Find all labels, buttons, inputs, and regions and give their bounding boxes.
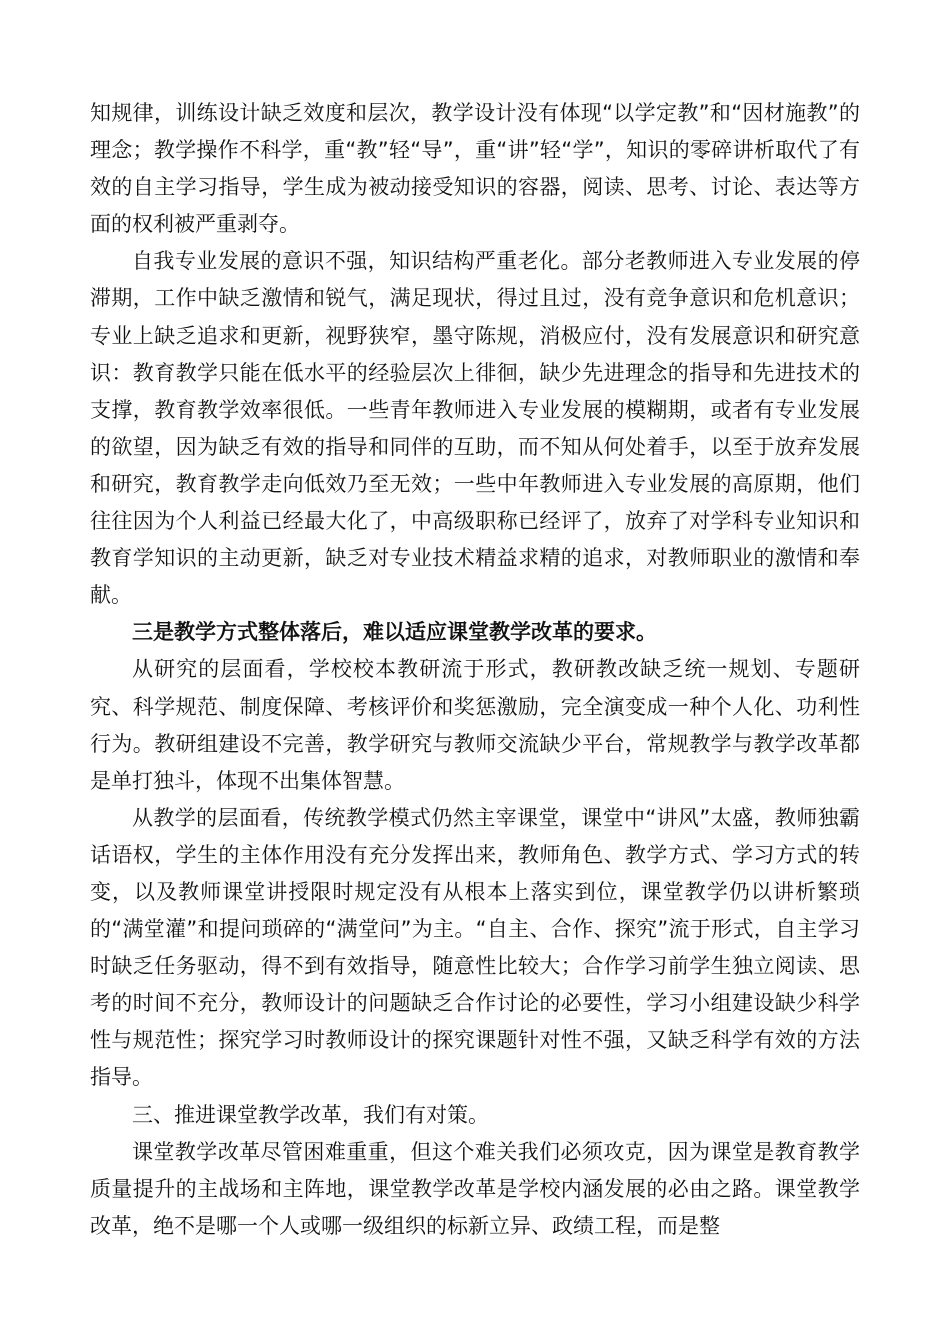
paragraph-teaching-level: 从教学的层面看，传统教学模式仍然主宰课堂，课堂中“讲风”太盛，教师独霸话语权，学生的主体作用没有充分发挥出来，教师角色、教学方式、学习方式的转变，以及教师课堂讲授限时规定没有从根本上落实到位，课堂教学仍以讲析繁琐的“满堂灌”和提问琐碎的“满堂问”为主。“自主、合作、探究”流于形式，自主学习时缺乏任务驱动，得不到有效指导，随意性比较大；合作学习前学生独立阅读、思考的时间不充分，教师设计的问题缺乏合作讨论的必要性，学习小组建设缺少科学性与规范性；探究学习时教师设计的探究课题针对性不强，又缺乏科学有效的方法指导。 [90, 805, 860, 1090]
paragraph-research-level: 从研究的层面看，学校校本教研流于形式，教研教改缺乏统一规划、专题研究、科学规范、制度保障、考核评价和奖惩激励，完全演变成一种个人化、功利性行为。教研组建设不完善，教学研究与教师交流缺少平台，常规教学与教学改革都是单打独斗，体现不出集体智慧。 [90, 657, 860, 793]
paragraph-classroom-reform: 课堂教学改革尽管困难重重，但这个难关我们必须攻克，因为课堂是教育教学质量提升的主战场和主阵地，课堂教学改革是学校内涵发展的必由之路。课堂教学改革，绝不是哪一个人或哪一级组织的标新立异、政绩工程，而是整 [90, 1139, 860, 1238]
paragraph-continuation: 知规律，训练设计缺乏效度和层次，教学设计没有体现“以学定教”和“因材施教”的理念；教学操作不科学，重“教”轻“导”，重“讲”轻“学”，知识的零碎讲析取代了有效的自主学习指导，学生成为被动接受知识的容器，阅读、思考、讨论、表达等方面的权利被严重剥夺。 [90, 101, 860, 237]
paragraph-professional-development: 自我专业发展的意识不强，知识结构严重老化。部分老教师进入专业发展的停滞期，工作中缺乏激情和锐气，满足现状，得过且过，没有竞争意识和危机意识；专业上缺乏追求和更新，视野狭窄，墨守陈规，消极应付，没有发展意识和研究意识：教育教学只能在低水平的经验层次上徘徊，缺少先进理念的指导和先进技术的支撑，教育教学效率很低。一些青年教师进入专业发展的模糊期，或者有专业发展的欲望，因为缺乏有效的指导和同伴的互助，而不知从何处着手，以至于放弃发展和研究，教育教学走向低效乃至无效；一些中年教师进入专业发展的高原期，他们往往因为个人利益已经最大化了，中高级职称已经评了，放弃了对学科专业知识和教育学知识的主动更新，缺乏对专业技术精益求精的追求，对教师职业的激情和奉献。 [90, 249, 860, 608]
section-heading-teaching-methods: 三是教学方式整体落后，难以适应课堂教学改革的要求。 [132, 620, 657, 645]
section-heading-countermeasures: 三、推进课堂教学改革，我们有对策。 [132, 1102, 489, 1127]
document-body [90, 95, 860, 1245]
